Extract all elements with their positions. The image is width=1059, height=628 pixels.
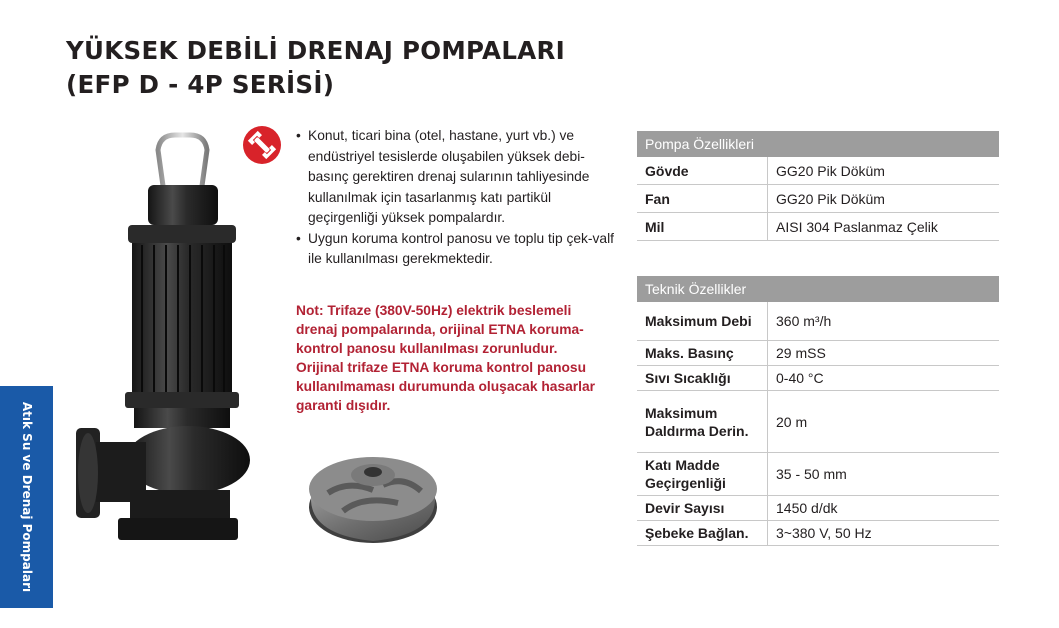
- row-key: Fan: [637, 185, 768, 213]
- impeller-image: [303, 445, 443, 550]
- note-text: Trifaze (380V-50Hz) elektrik beslemeli drenaj pompalarında, orijinal ETNA koruma-kontrol panosu kullanılması zorunludur. Orijinal trifaze ETNA koruma kontrol panosu kullanılmaması durumunda oluşacak hasarlar garanti dışıdır.: [296, 303, 596, 413]
- table-row: [637, 213, 999, 241]
- side-category-tab: [0, 386, 53, 608]
- wrench-icon: [242, 125, 282, 165]
- table-row: [637, 157, 999, 185]
- row-value: 1450 d/dk: [768, 496, 1000, 521]
- pump-image: [70, 130, 270, 550]
- table-row: [637, 521, 999, 546]
- feature-item: • Konut, ticari bina (otel, hastane, yurt vb.) ve endüstriyel tesislerde oluşabilen yüksek debi-basınç gerektiren drenaj sularının tahliyesinde kullanılmak için tasarlanmış katı partikül geçirgenliği yüksek pompalardır.: [296, 126, 616, 229]
- table-row: [637, 453, 999, 496]
- row-value: 0-40 °C: [768, 366, 1000, 391]
- feature-list: [296, 126, 616, 270]
- row-value: GG20 Pik Döküm: [768, 185, 1000, 213]
- technical-properties-table: [637, 276, 999, 546]
- row-key: Mil: [637, 213, 768, 241]
- row-key: Maksimum Debi: [637, 302, 768, 341]
- row-key: Katı Madde Geçirgenliği: [637, 453, 768, 496]
- row-key: Maksimum Daldırma Derin.: [637, 391, 768, 453]
- row-value: 20 m: [768, 391, 1000, 453]
- row-key: Maks. Basınç: [637, 341, 768, 366]
- row-value: 360 m³/h: [768, 302, 1000, 341]
- table-header: Pompa Özellikleri: [637, 131, 999, 157]
- note-label: Not:: [296, 303, 324, 318]
- row-value: 35 - 50 mm: [768, 453, 1000, 496]
- table-row: [637, 496, 999, 521]
- row-value: AISI 304 Paslanmaz Çelik: [768, 213, 1000, 241]
- side-tab-label: Atık Su ve Drenaj Pompaları: [19, 401, 34, 593]
- row-value: 3~380 V, 50 Hz: [768, 521, 1000, 546]
- table-row: [637, 302, 999, 341]
- row-key: Devir Sayısı: [637, 496, 768, 521]
- title-line-2: (EFP D - 4P SERİSİ): [66, 70, 335, 99]
- row-value: GG20 Pik Döküm: [768, 157, 1000, 185]
- table-header: Teknik Özellikler: [637, 276, 999, 302]
- row-value: 29 mSS: [768, 341, 1000, 366]
- table-row: [637, 185, 999, 213]
- table-row: [637, 391, 999, 453]
- row-key: Gövde: [637, 157, 768, 185]
- feature-item: • Uygun koruma kontrol panosu ve toplu tip çek-valf ile kullanılması gerekmektedir.: [296, 229, 616, 270]
- row-key: Sıvı Sıcaklığı: [637, 366, 768, 391]
- table-row: [637, 341, 999, 366]
- row-key: Şebeke Bağlan.: [637, 521, 768, 546]
- title-line-1: YÜKSEK DEBİLİ DRENAJ POMPALARI: [66, 36, 566, 65]
- warning-note: [296, 301, 606, 415]
- table-row: [637, 366, 999, 391]
- pump-properties-table: [637, 131, 999, 241]
- page-title: [66, 34, 565, 102]
